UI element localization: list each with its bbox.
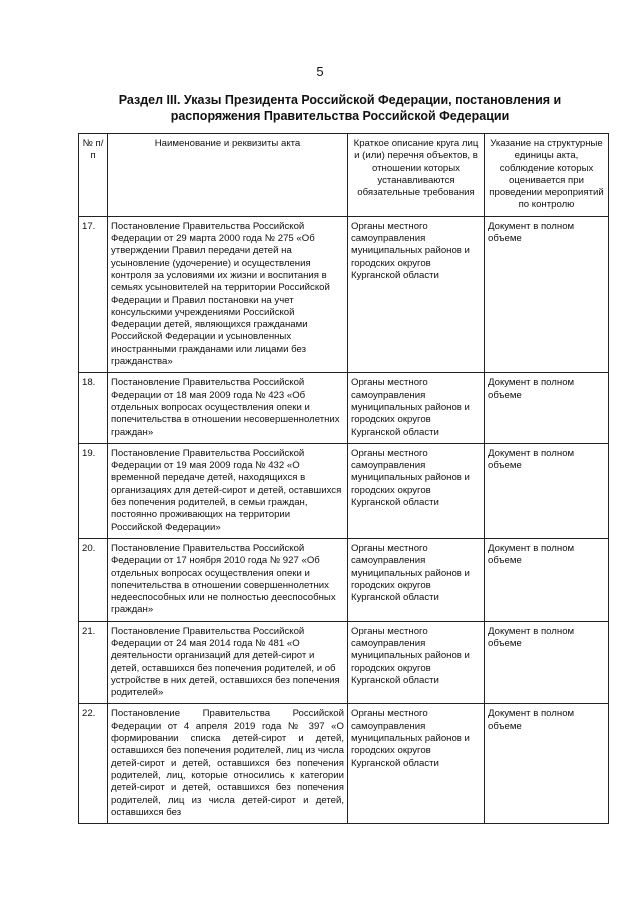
act-structural-units: Документ в полном объеме [485, 216, 609, 373]
row-number: 22. [79, 704, 108, 824]
row-number: 19. [79, 443, 108, 538]
table-row [79, 538, 609, 621]
act-name: Постановление Правительства Российской Федерации от 17 ноября 2010 года № 927 «Об отдельных вопросах осуществления опеки и попечительства в отношении совершеннолетних недееспособных или не полностью дееспособных граждан» [108, 538, 348, 621]
row-number: 21. [79, 621, 108, 704]
act-name: Постановление Правительства Российской Федерации от 29 марта 2000 года № 275 «Об утверждении Правил передачи детей на усыновление (удочерение) и осуществления контроля за условиями их жизни и воспитания в семьях усыновителей на территории Российской Федерации и Правил постановки на учет консульскими учреждениями Российской Федерации детей, являющихся гражданами Российской Федерации и усыновленных иностранными гражданами или лицами без гражданства» [108, 216, 348, 373]
section-title: Раздел III. Указы Президента Российской Федерации, постановления и распоряжения Правительства Российской Федерации [118, 93, 562, 123]
act-name: Постановление Правительства Российской Федерации от 4 апреля 2019 года № 397 «О формировании списка детей-сирот и детей, оставшихся без попечения родителей, лиц из числа детей-сирот и детей, оставшихся без попечения родителей, лиц, которые относились к категории детей-сирот и детей, оставшихся без попечения родителей, лиц из числа детей-сирот и детей, оставшихся без [108, 704, 348, 824]
act-description: Органы местного самоуправления муниципальных районов и городских округов Курганской области [348, 538, 485, 621]
table-row [79, 704, 609, 824]
act-structural-units: Документ в полном объеме [485, 704, 609, 824]
acts-table [78, 133, 609, 824]
act-structural-units: Документ в полном объеме [485, 443, 609, 538]
header-act-name: Наименование и реквизиты акта [108, 134, 348, 217]
act-description: Органы местного самоуправления муниципальных районов и городских округов Курганской области [348, 216, 485, 373]
act-name: Постановление Правительства Российской Федерации от 19 мая 2009 года № 432 «О временной передаче детей, находящихся в организациях для детей-сирот и детей, оставшихся без попечения родителей, в семьи граждан, постоянно проживающих на территории Российской Федерации» [108, 443, 348, 538]
act-description: Органы местного самоуправления муниципальных районов и городских округов Курганской области [348, 621, 485, 704]
act-description: Органы местного самоуправления муниципальных районов и городских округов Курганской области [348, 443, 485, 538]
act-structural-units: Документ в полном объеме [485, 621, 609, 704]
table-row [79, 443, 609, 538]
header-structural-units: Указание на структурные единицы акта, соблюдение которых оценивается при проведении мероприятий по контролю [485, 134, 609, 217]
act-structural-units: Документ в полном объеме [485, 538, 609, 621]
page-number: 5 [316, 64, 324, 79]
row-number: 17. [79, 216, 108, 373]
table-row [79, 373, 609, 443]
act-description: Органы местного самоуправления муниципальных районов и городских округов Курганской области [348, 704, 485, 824]
header-description: Краткое описание круга лиц и (или) перечня объектов, в отношении которых устанавливаются обязательные требования [348, 134, 485, 217]
act-name: Постановление Правительства Российской Федерации от 24 мая 2014 года № 481 «О деятельности организаций для детей-сирот и детей, оставшихся без попечения родителей, и об устройстве в них детей, оставшихся без попечения родителей» [108, 621, 348, 704]
act-structural-units: Документ в полном объеме [485, 373, 609, 443]
act-name: Постановление Правительства Российской Федерации от 18 мая 2009 года № 423 «Об отдельных вопросах осуществления опеки и попечительства в отношении несовершеннолетних граждан» [108, 373, 348, 443]
table-row [79, 216, 609, 373]
row-number: 20. [79, 538, 108, 621]
act-description: Органы местного самоуправления муниципальных районов и городских округов Курганской области [348, 373, 485, 443]
table-row [79, 621, 609, 704]
row-number: 18. [79, 373, 108, 443]
table-header-row [79, 134, 609, 217]
header-number: № п/п [79, 134, 108, 217]
